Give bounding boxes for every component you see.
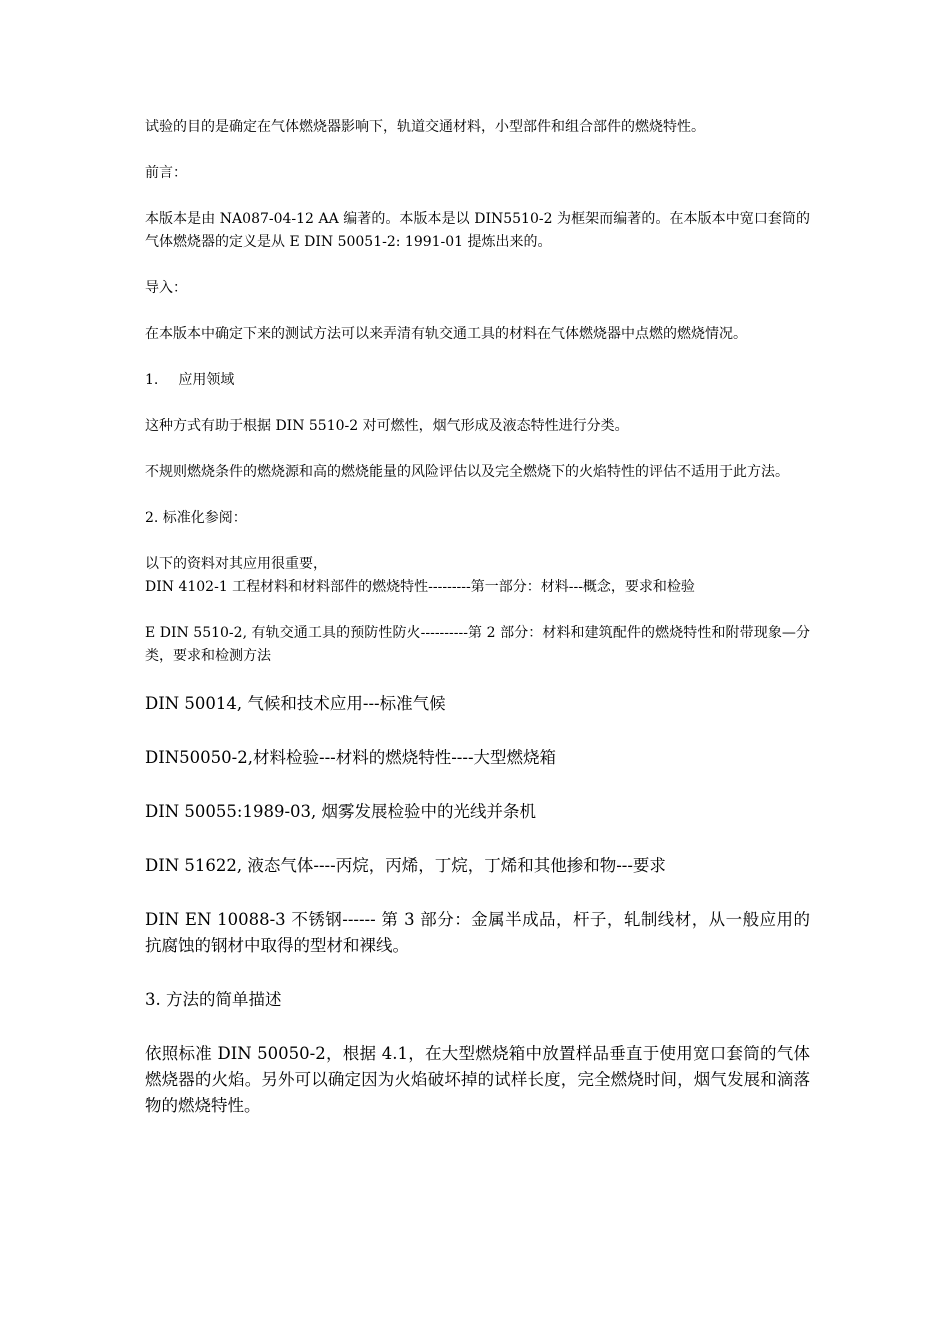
purpose-paragraph: 试验的目的是确定在气体燃烧器影响下，轨道交通材料，小型部件和组合部件的燃烧特性。 — [145, 119, 705, 135]
reference-item: DIN50050-2,材料检验---材料的燃烧特性----大型燃烧箱 — [145, 748, 557, 767]
section-3-paragraph: 依照标准 DIN 50050-2，根据 4.1，在大型燃烧箱中放置样品垂直于使用宽口套筒的气体燃烧器的火焰。另外可以确定因为火焰破坏掉的试样长度，完全燃烧时间，烟气发展和滴落物的燃烧特性。 — [145, 1044, 810, 1115]
reference-item: DIN 51622, 液态气体----丙烷，丙烯，丁烷，丁烯和其他掺和物---要求 — [145, 856, 666, 875]
section-1-paragraph-1: 这种方式有助于根据 DIN 5510-2 对可燃性，烟气形成及液态特性进行分类。 — [145, 418, 629, 434]
section-2-heading: 2. 标准化参阅： — [145, 510, 247, 526]
reference-item: DIN 50055:1989-03, 烟雾发展检验中的光线并条机 — [145, 802, 537, 821]
section-3-heading: 3. 方法的简单描述 — [145, 990, 282, 1009]
reference-item: DIN EN 10088-3 不锈钢------ 第 3 部分：金属半成品，杆子，轧制线材，从一般应用的抗腐蚀的钢材中取得的型材和裸线。 — [145, 910, 810, 955]
section-2-intro: 以下的资料对其应用很重要， — [145, 556, 327, 572]
section-1-heading — [145, 369, 810, 392]
section-1-title: 应用领域 — [178, 372, 235, 388]
introduction-paragraph: 在本版本中确定下来的测试方法可以来弄清有轨交通工具的材料在气体燃烧器中点燃的燃烧情况。 — [145, 326, 747, 342]
reference-item: DIN 4102-1 工程材料和材料部件的燃烧特性---------第一部分：材料---概念，要求和检验 — [145, 579, 695, 595]
foreword-heading: 前言： — [145, 165, 187, 181]
foreword-paragraph: 本版本是由 NA087-04-12 AA 编著的。本版本是以 DIN5510-2 为框架而编著的。在本版本中宽口套筒的气体燃烧器的定义是从 E DIN 50051-2: 1991-01 提炼出来的。 — [145, 211, 810, 250]
section-1-paragraph-2: 不规则燃烧条件的燃烧源和高的燃烧能量的风险评估以及完全燃烧下的火焰特性的评估不适用于此方法。 — [145, 464, 789, 480]
reference-item: DIN 50014, 气候和技术应用---标准气候 — [145, 694, 446, 713]
document-body — [145, 116, 810, 1119]
reference-item: E DIN 5510-2, 有轨交通工具的预防性防火----------第 2 部分：材料和建筑配件的燃烧特性和附带现象—分类，要求和检测方法 — [145, 625, 810, 664]
introduction-heading: 导入： — [145, 280, 187, 296]
section-1-number: 1. — [145, 372, 159, 388]
